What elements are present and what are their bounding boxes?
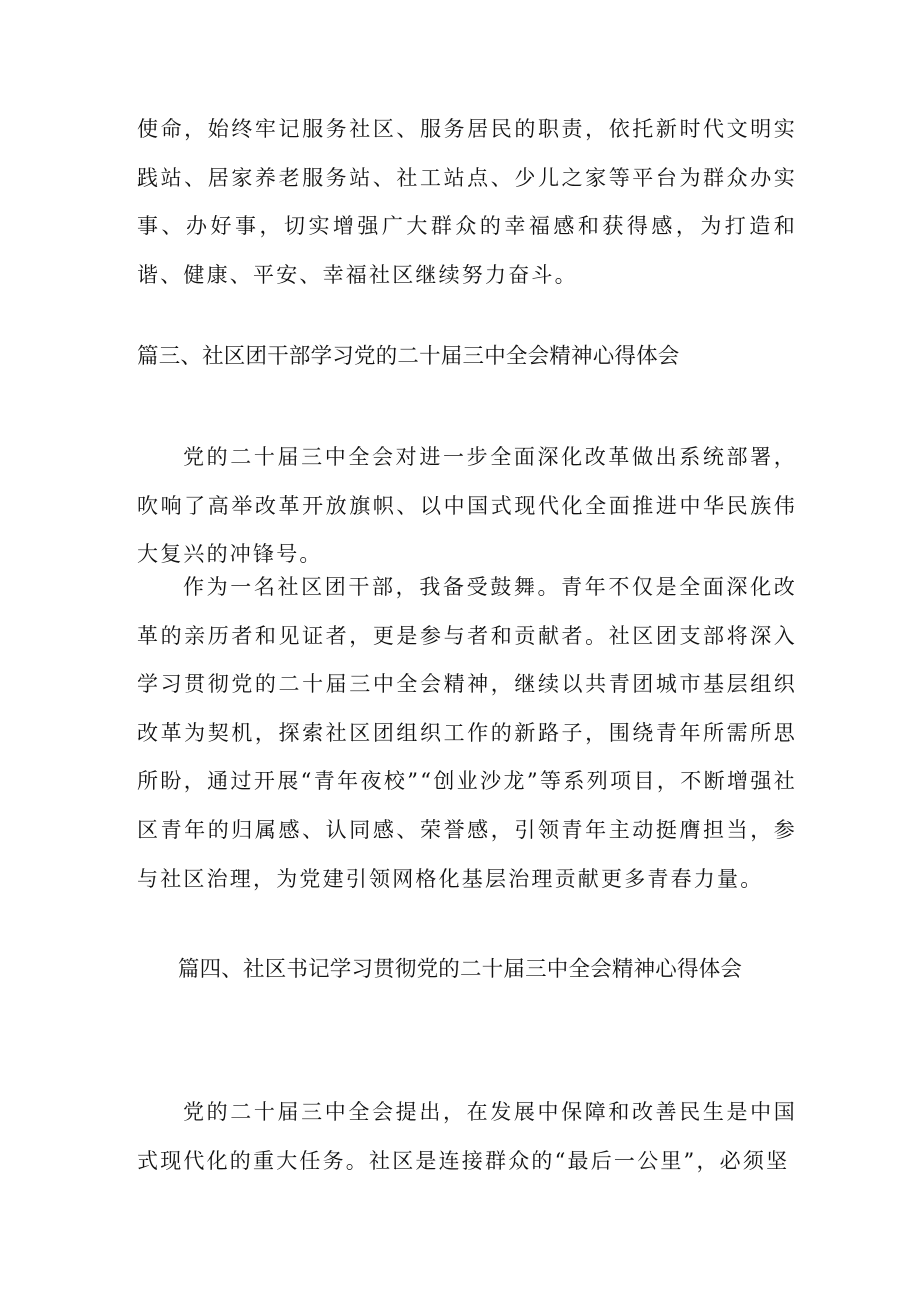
section-title: 篇三、社区团干部学习党的二十届三中全会精神心得体会 (137, 344, 680, 369)
section-title: 篇四、社区书记学习贯彻党的二十届三中全会精神心得体会 (177, 957, 743, 982)
body-paragraph: 党的二十届三中全会对进一步全面深化改革做出系统部署，吹响了高举改革开放旗帜、以中国式现代化全面推进中华民族伟大复兴的冲锋号。 (137, 445, 797, 567)
body-paragraph: 使命，始终牢记服务社区、服务居民的职责，依托新时代文明实践站、居家养老服务站、社工站点、少儿之家等平台为群众办实事、办好事，切实增强广大群众的幸福感和获得感，为打造和谐、健康、平安、幸福社区继续努力奋斗。 (137, 117, 797, 287)
body-paragraph: 党的二十届三中全会提出，在发展中保障和改善民生是中国式现代化的重大任务。社区是连接群众的“最后一公里”，必须坚 (137, 1100, 797, 1173)
body-paragraph: 作为一名社区团干部，我备受鼓舞。青年不仅是全面深化改革的亲历者和见证者，更是参与者和贡献者。社区团支部将深入学习贯彻党的二十届三中全会精神，继续以共青团城市基层组织改革为契机，探索社区团组织工作的新路子，围绕青年所需所思所盼，通过开展“青年夜校”“创业沙龙”等系列项目，不断增强社区青年的归属感、认同感、荣誉感，引领青年主动挺膺担当，参与社区治理，为党建引领网格化基层治理贡献更多青春力量。 (137, 575, 797, 891)
